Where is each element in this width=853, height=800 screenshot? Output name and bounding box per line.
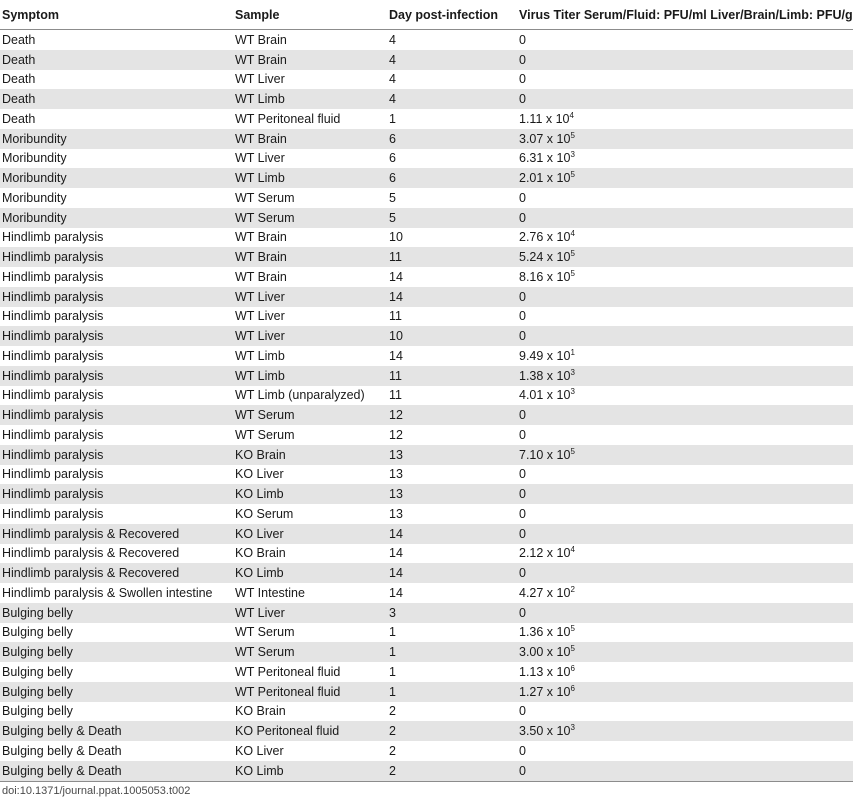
cell-day: 12 (387, 405, 517, 425)
table-row (0, 346, 853, 366)
table-row (0, 662, 853, 682)
titer-value: 0 (519, 605, 526, 620)
cell-sample: WT Intestine (235, 585, 305, 600)
cell-symptom: Moribundity (0, 168, 233, 188)
cell-sample: WT Brain (233, 247, 387, 267)
titer-exponent: 6 (570, 683, 575, 693)
cell-virus-titer (517, 228, 853, 248)
cell-symptom: Bulging belly (0, 682, 233, 702)
cell-virus-titer (517, 445, 853, 465)
cell-virus-titer (517, 741, 853, 761)
cell-symptom: Hindlimb paralysis (2, 348, 104, 363)
cell-sample: WT Liver (235, 72, 285, 87)
cell-day: 14 (389, 546, 403, 561)
cell-virus-titer (517, 346, 853, 366)
cell-virus-titer (517, 149, 853, 169)
cell-day: 11 (389, 309, 402, 324)
cell-day: 10 (387, 326, 517, 346)
table-row (0, 524, 853, 544)
titer-value: 0 (519, 210, 526, 225)
table-row (0, 208, 853, 228)
cell-symptom: Moribundity (0, 208, 233, 228)
cell-sample: WT Serum (235, 190, 295, 205)
cell-day: 11 (387, 366, 517, 386)
cell-sample: WT Serum (235, 427, 295, 442)
cell-sample: WT Peritoneal fluid (235, 111, 341, 126)
cell-sample: WT Liver (233, 326, 387, 346)
cell-day: 1 (389, 111, 396, 126)
cell-virus-titer (517, 603, 853, 623)
titer-exponent: 6 (570, 663, 575, 673)
titer-exponent: 4 (570, 545, 575, 555)
table-row (0, 721, 853, 741)
table-row (0, 287, 853, 307)
titer-value: 0 (519, 408, 526, 423)
titer-exponent: 5 (570, 446, 575, 456)
table-row (0, 30, 853, 50)
cell-symptom: Bulging belly & Death (0, 761, 233, 781)
cell-symptom: Hindlimb paralysis (0, 484, 233, 504)
cell-symptom: Hindlimb paralysis (0, 405, 233, 425)
cell-day: 1 (387, 682, 517, 702)
cell-symptom: Death (2, 32, 36, 47)
table-row (0, 445, 853, 465)
titer-value: 0 (519, 467, 526, 482)
cell-sample: WT Liver (233, 287, 387, 307)
cell-day: 5 (389, 190, 396, 205)
table-row (0, 228, 853, 248)
titer-exponent: 2 (570, 584, 575, 594)
cell-virus-titer (517, 129, 853, 149)
titer-value: 6.31 x 10 (519, 151, 571, 166)
cell-symptom: Hindlimb paralysis & Recovered (0, 524, 233, 544)
cell-sample: WT Peritoneal fluid (233, 682, 387, 702)
cell-symptom: Bulging belly (2, 704, 73, 719)
cell-day: 14 (389, 269, 403, 284)
cell-virus-titer (517, 50, 853, 70)
titer-value: 3.50 x 10 (519, 724, 571, 739)
cell-symptom: Hindlimb paralysis (0, 326, 233, 346)
cell-day: 11 (389, 388, 402, 403)
titer-exponent: 1 (570, 347, 575, 357)
cell-virus-titer (517, 188, 853, 208)
cell-symptom: Hindlimb paralysis (0, 445, 233, 465)
cell-virus-titer (517, 544, 853, 564)
cell-day: 1 (387, 642, 517, 662)
titer-value: 1.36 x 10 (519, 625, 571, 640)
titer-value: 0 (519, 52, 526, 67)
table-row (0, 89, 853, 109)
table-row (0, 702, 853, 722)
cell-symptom: Death (0, 89, 233, 109)
cell-sample: WT Serum (233, 642, 387, 662)
cell-sample: KO Brain (235, 704, 286, 719)
titer-value: 0 (519, 487, 526, 502)
cell-sample: KO Limb (233, 484, 387, 504)
cell-day: 2 (387, 761, 517, 781)
cell-virus-titer (517, 366, 853, 386)
cell-day: 2 (389, 743, 396, 758)
cell-virus-titer (517, 721, 853, 741)
cell-virus-titer (517, 287, 853, 307)
table-row (0, 642, 853, 662)
cell-virus-titer (517, 89, 853, 109)
cell-day: 14 (387, 524, 517, 544)
cell-day: 11 (387, 247, 517, 267)
cell-symptom: Bulging belly (2, 625, 73, 640)
cell-day: 6 (387, 129, 517, 149)
table-row (0, 504, 853, 524)
cell-day: 2 (389, 704, 396, 719)
cell-symptom: Bulging belly & Death (0, 721, 233, 741)
cell-virus-titer (517, 326, 853, 346)
cell-sample: KO Liver (235, 467, 284, 482)
cell-sample: WT Brain (235, 32, 287, 47)
titer-value: 0 (519, 763, 526, 778)
header-symptom: Symptom (0, 0, 233, 30)
titer-exponent: 3 (570, 387, 575, 397)
table-row (0, 603, 853, 623)
table-row (0, 682, 853, 702)
cell-symptom: Hindlimb paralysis (2, 427, 104, 442)
cell-virus-titer (517, 504, 853, 524)
cell-day: 5 (387, 208, 517, 228)
cell-sample: KO Brain (233, 445, 387, 465)
cell-day: 4 (387, 50, 517, 70)
cell-day: 1 (389, 625, 396, 640)
cell-virus-titer (517, 524, 853, 544)
cell-day: 13 (389, 506, 403, 521)
table-row (0, 425, 853, 445)
cell-virus-titer (517, 642, 853, 662)
titer-value: 0 (519, 190, 526, 205)
titer-value: 2.12 x 10 (519, 546, 571, 561)
titer-value: 0 (519, 427, 526, 442)
cell-symptom: Death (2, 111, 36, 126)
titer-exponent: 5 (570, 130, 575, 140)
cell-symptom: Death (2, 72, 36, 87)
cell-sample: WT Liver (235, 151, 285, 166)
titer-value: 0 (519, 329, 526, 344)
cell-day: 14 (389, 348, 403, 363)
cell-virus-titer (517, 30, 853, 50)
table-row (0, 761, 853, 781)
table-row (0, 563, 853, 583)
titer-value: 4.27 x 10 (519, 585, 571, 600)
cell-virus-titer (517, 208, 853, 228)
cell-sample: WT Limb (unparalyzed) (235, 388, 365, 403)
cell-virus-titer (517, 563, 853, 583)
table-row (0, 741, 853, 761)
cell-symptom: Hindlimb paralysis (0, 247, 233, 267)
table-row (0, 583, 853, 603)
titer-value: 8.16 x 10 (519, 269, 571, 284)
titer-exponent: 5 (570, 170, 575, 180)
cell-sample: KO Liver (235, 743, 284, 758)
cell-sample: KO Serum (235, 506, 294, 521)
cell-sample: WT Brain (235, 269, 287, 284)
cell-day: 14 (387, 563, 517, 583)
cell-day: 13 (387, 484, 517, 504)
cell-symptom: Moribundity (2, 151, 67, 166)
titer-value: 2.01 x 10 (519, 171, 571, 186)
cell-symptom: Hindlimb paralysis (2, 467, 104, 482)
cell-day: 14 (387, 287, 517, 307)
cell-day: 13 (389, 467, 403, 482)
table-row (0, 484, 853, 504)
cell-sample: WT Serum (233, 405, 387, 425)
cell-sample: WT Brain (233, 129, 387, 149)
cell-day: 2 (387, 721, 517, 741)
cell-virus-titer (517, 70, 853, 90)
titer-value: 1.38 x 10 (519, 368, 571, 383)
titer-value: 0 (519, 566, 526, 581)
titer-value: 0 (519, 526, 526, 541)
cell-virus-titer (517, 682, 853, 702)
table-row (0, 267, 853, 287)
cell-virus-titer (517, 702, 853, 722)
cell-day: 4 (387, 89, 517, 109)
doi-caption: doi:10.1371/journal.ppat.1005053.t002 (2, 785, 191, 797)
cell-virus-titer (517, 662, 853, 682)
titer-value: 1.11 x 10 (519, 111, 570, 126)
cell-virus-titer (517, 425, 853, 445)
titer-value: 7.10 x 10 (519, 447, 571, 462)
cell-symptom: Moribundity (0, 129, 233, 149)
titer-exponent: 5 (570, 624, 575, 634)
titer-value: 0 (519, 72, 526, 87)
table-row (0, 405, 853, 425)
titer-exponent: 3 (570, 723, 575, 733)
header-sample: Sample (233, 0, 387, 30)
table-row (0, 109, 853, 129)
cell-day: 4 (389, 32, 396, 47)
titer-exponent: 5 (570, 644, 575, 654)
cell-sample: WT Liver (235, 309, 285, 324)
table-row (0, 326, 853, 346)
table-row (0, 544, 853, 564)
cell-sample: WT Liver (233, 603, 387, 623)
titer-exponent: 4 (570, 229, 575, 239)
cell-symptom: Hindlimb paralysis (0, 366, 233, 386)
cell-virus-titer (517, 109, 853, 129)
table-header-row (0, 0, 853, 30)
cell-virus-titer (517, 386, 853, 406)
cell-virus-titer (517, 623, 853, 643)
cell-symptom: Hindlimb paralysis & Swollen intestine (2, 585, 213, 600)
cell-sample: WT Brain (235, 230, 287, 245)
cell-symptom: Death (0, 50, 233, 70)
cell-sample: WT Limb (235, 348, 285, 363)
table-row (0, 623, 853, 643)
cell-symptom: Hindlimb paralysis (0, 287, 233, 307)
titer-value: 0 (519, 92, 526, 107)
table-row (0, 168, 853, 188)
titer-exponent: 5 (570, 268, 575, 278)
cell-day: 13 (387, 445, 517, 465)
cell-sample: WT Peritoneal fluid (235, 664, 341, 679)
cell-sample: KO Brain (235, 546, 286, 561)
cell-virus-titer (517, 168, 853, 188)
cell-day: 6 (389, 151, 396, 166)
table-row (0, 307, 853, 327)
table-row (0, 149, 853, 169)
table-row (0, 50, 853, 70)
cell-virus-titer (517, 465, 853, 485)
cell-symptom: Hindlimb paralysis & Recovered (2, 546, 180, 561)
cell-virus-titer (517, 583, 853, 603)
cell-symptom: Hindlimb paralysis (2, 388, 104, 403)
cell-sample: KO Limb (233, 761, 387, 781)
cell-symptom: Hindlimb paralysis (2, 269, 104, 284)
table-row (0, 188, 853, 208)
table-row (0, 129, 853, 149)
cell-virus-titer (517, 247, 853, 267)
cell-sample: WT Limb (233, 366, 387, 386)
titer-exponent: 5 (570, 249, 575, 259)
titer-value: 0 (519, 743, 526, 758)
cell-sample: WT Serum (235, 625, 295, 640)
cell-virus-titer (517, 405, 853, 425)
cell-sample: WT Serum (233, 208, 387, 228)
cell-symptom: Bulging belly & Death (2, 743, 122, 758)
cell-day: 10 (389, 230, 403, 245)
titer-value: 0 (519, 309, 526, 324)
titer-value: 3.00 x 10 (519, 645, 571, 660)
cell-sample: WT Limb (233, 89, 387, 109)
cell-virus-titer (517, 761, 853, 781)
cell-day: 1 (389, 664, 396, 679)
cell-sample: KO Liver (233, 524, 387, 544)
cell-symptom: Bulging belly (2, 664, 73, 679)
cell-symptom: Hindlimb paralysis (2, 230, 104, 245)
cell-symptom: Hindlimb paralysis & Recovered (0, 563, 233, 583)
titer-value: 4.01 x 10 (519, 388, 571, 403)
table-row (0, 366, 853, 386)
cell-symptom: Bulging belly (0, 642, 233, 662)
table-row (0, 465, 853, 485)
titer-value: 5.24 x 10 (519, 250, 571, 265)
titer-value: 3.07 x 10 (519, 131, 571, 146)
cell-day: 14 (389, 585, 403, 600)
titer-exponent: 4 (569, 110, 574, 120)
cell-virus-titer (517, 484, 853, 504)
titer-value: 1.27 x 10 (519, 684, 571, 699)
titer-exponent: 3 (570, 150, 575, 160)
cell-symptom: Moribundity (2, 190, 67, 205)
titer-value: 9.49 x 10 (519, 348, 571, 363)
cell-symptom: Hindlimb paralysis (2, 506, 104, 521)
cell-day: 3 (387, 603, 517, 623)
cell-day: 12 (389, 427, 403, 442)
titer-value: 0 (519, 32, 526, 47)
titer-value: 0 (519, 506, 526, 521)
titer-value: 0 (519, 704, 526, 719)
cell-day: 6 (387, 168, 517, 188)
titer-exponent: 3 (570, 367, 575, 377)
titer-value: 1.13 x 10 (519, 664, 571, 679)
header-virus-titer: Virus Titer Serum/Fluid: PFU/ml Liver/Brain/Limb: PFU/g (517, 0, 853, 30)
cell-day: 4 (389, 72, 396, 87)
cell-symptom: Bulging belly (0, 603, 233, 623)
header-day-post-infection: Day post-infection (387, 0, 517, 30)
cell-sample: WT Brain (233, 50, 387, 70)
cell-sample: KO Peritoneal fluid (233, 721, 387, 741)
cell-virus-titer (517, 307, 853, 327)
table-row (0, 386, 853, 406)
cell-symptom: Hindlimb paralysis (2, 309, 104, 324)
titer-value: 2.76 x 10 (519, 230, 571, 245)
titer-value: 0 (519, 289, 526, 304)
table-row (0, 247, 853, 267)
table-row (0, 70, 853, 90)
cell-sample: WT Limb (233, 168, 387, 188)
cell-sample: KO Limb (233, 563, 387, 583)
cell-virus-titer (517, 267, 853, 287)
